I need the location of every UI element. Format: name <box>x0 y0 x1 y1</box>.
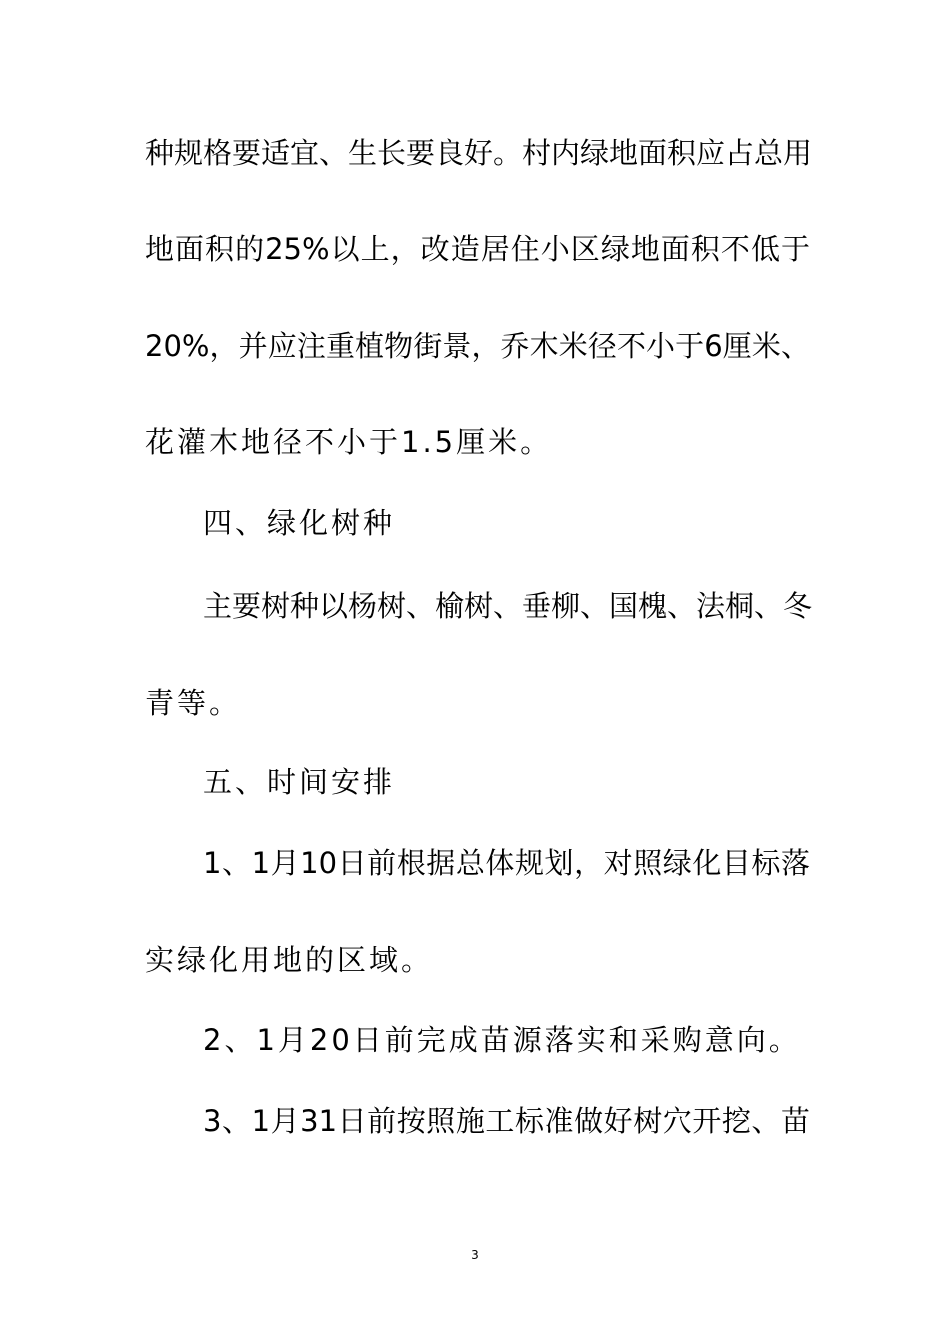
section-heading-5: 五、时间安排 <box>203 765 396 799</box>
text-line-3: 20%，并应注重植物街景，乔木米径不小于6厘米、 <box>145 329 810 363</box>
text-line-10: 实绿化用地的区域。 <box>145 943 434 977</box>
text-line-12: 3、1月31日前按照施工标准做好树穴开挖、苗 <box>203 1104 810 1138</box>
text-line-11: 2、1月20日前完成苗源落实和采购意向。 <box>203 1023 801 1057</box>
text-line-7: 青等。 <box>145 686 242 720</box>
text-line-1: 种规格要适宜、生长要良好。村内绿地面积应占总用 <box>145 136 813 170</box>
text-line-2: 地面积的25%以上，改造居住小区绿地面积不低于 <box>145 232 810 266</box>
text-line-4: 花灌木地径不小于1.5厘米。 <box>145 425 553 459</box>
section-heading-4: 四、绿化树种 <box>203 506 396 540</box>
text-line-6: 主要树种以杨树、榆树、垂柳、国槐、法桐、冬 <box>203 589 813 623</box>
text-line-9: 1、1月10日前根据总体规划，对照绿化目标落 <box>203 846 810 880</box>
page-number: 3 <box>471 1248 479 1262</box>
